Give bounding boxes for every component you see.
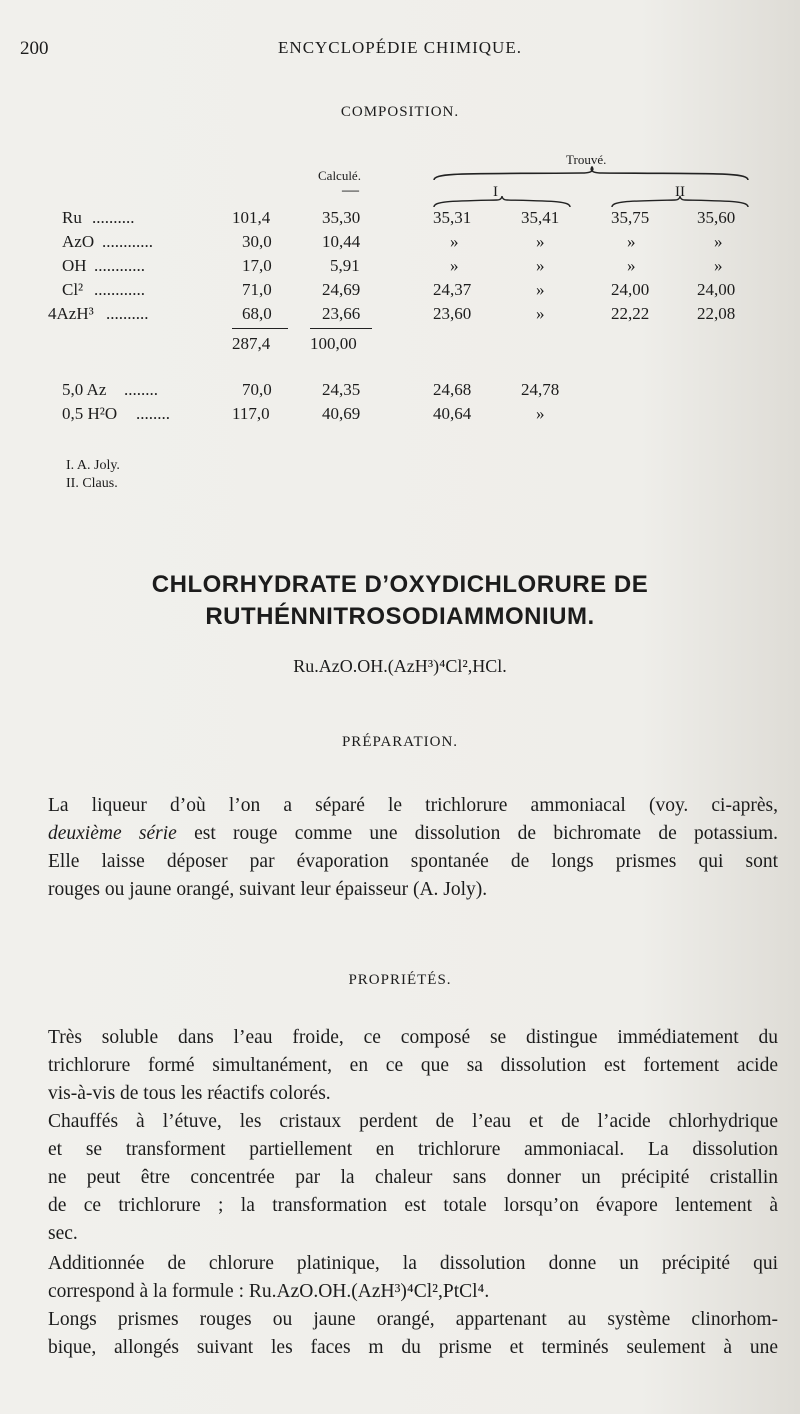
row-weight: 68,0 xyxy=(242,304,272,323)
composition-heading: COMPOSITION. xyxy=(340,104,460,120)
row-ii2: 22,08 xyxy=(697,304,736,323)
row-label: 4AzH³ xyxy=(48,304,94,323)
extra-row-i1: 40,64 xyxy=(433,404,472,423)
row-i1: » xyxy=(450,256,459,275)
extra-row-weight: 70,0 xyxy=(242,380,272,399)
compound-title-line2: RUTHÉNNITROSODIAMMONIUM. xyxy=(205,603,595,630)
properties-paragraph-4 xyxy=(48,1306,778,1362)
col-i-header: I xyxy=(493,184,498,200)
row-ii1: 24,00 xyxy=(611,280,650,299)
col-ii-header: II xyxy=(675,184,685,200)
row-weight: 17,0 xyxy=(242,256,272,275)
row-ii1: 35,75 xyxy=(611,208,650,227)
text-line: rouges ou jaune orangé, suivant leur épaisseur (A. Joly). xyxy=(48,879,488,900)
properties-heading: PROPRIÉTÉS. xyxy=(348,972,452,988)
extra-row-calc: 40,69 xyxy=(322,404,361,423)
text-line: Additionnée de chlorure platinique, la dissolution donne un précipité qui xyxy=(48,1253,778,1274)
italic-ref: deuxième série xyxy=(48,823,177,844)
text-line: correspond à la formule : Ru.AzO.OH.(AzH³)⁴Cl²,PtCl⁴. xyxy=(48,1281,490,1302)
col-trouve-header: Trouvé. xyxy=(566,152,607,167)
total-calc: 100,00 xyxy=(310,334,357,353)
properties-paragraph-1 xyxy=(48,1024,778,1108)
text-line-italic-start xyxy=(48,820,778,848)
properties-paragraph-2 xyxy=(48,1108,778,1248)
row-label: AzO xyxy=(62,232,95,251)
row-label: Ru xyxy=(62,208,82,227)
properties-paragraph-3 xyxy=(48,1250,778,1306)
row-i1: » xyxy=(450,232,459,251)
row-weight: 71,0 xyxy=(242,280,272,299)
extra-row-calc: 24,35 xyxy=(322,380,361,399)
page-number: 200 xyxy=(20,38,49,59)
text-line: bique, allongés suivant les faces m du prisme et terminés seulement à une xyxy=(48,1337,778,1358)
row-i1: 35,31 xyxy=(433,208,472,227)
row-calc: 5,91 xyxy=(330,256,360,275)
row-dots: ............ xyxy=(102,232,153,251)
row-i1: 23,60 xyxy=(433,304,472,323)
extra-row-i1: 24,68 xyxy=(433,380,472,399)
row-calc: 24,69 xyxy=(322,280,361,299)
row-i1: 24,37 xyxy=(433,280,472,299)
row-ii1: » xyxy=(627,256,636,275)
text-line: Chauffés à l’étuve, les cristaux perdent de l’eau et de l’acide chlorhydrique xyxy=(48,1111,778,1132)
text-line: Elle laisse déposer par évaporation spontanée de longs prismes qui sont xyxy=(48,851,778,872)
author-note: I. A. Joly. xyxy=(66,458,120,473)
text-line: Très soluble dans l’eau froide, ce composé se distingue immédiatement du xyxy=(48,1027,778,1048)
text-rest: est rouge comme une dissolution de bichromate de potassium. xyxy=(176,823,778,844)
row-i2: 35,41 xyxy=(521,208,560,227)
text-line: ne peut être concentrée par la chaleur sans donner un précipité cristallin xyxy=(48,1167,778,1188)
text-line: Longs prismes rouges ou jaune orangé, appartenant au système clinorhom- xyxy=(48,1309,778,1330)
preparation-paragraph xyxy=(48,792,778,904)
total-rule-calc xyxy=(310,328,372,329)
row-ii2: » xyxy=(714,256,723,275)
row-calc: 10,44 xyxy=(322,232,361,251)
text-line: sec. xyxy=(48,1223,78,1244)
col-calcule-dash: — xyxy=(342,180,359,199)
running-title: ENCYCLOPÉDIE CHIMIQUE. xyxy=(278,38,522,57)
row-label: Cl² xyxy=(62,280,84,299)
text-line: et se transforment partiellement en trichlorure ammoniacal. La dissolution xyxy=(48,1139,778,1160)
extra-row-dots: ........ xyxy=(124,380,158,399)
text-line: La liqueur d’où l’on a séparé le trichlorure ammoniacal (voy. ci-après, xyxy=(48,795,778,816)
text-line: vis-à-vis de tous les réactifs colorés. xyxy=(48,1083,331,1104)
col-i-brace xyxy=(432,196,572,208)
row-weight: 101,4 xyxy=(232,208,271,227)
row-dots: ............ xyxy=(94,280,145,299)
row-dots: .......... xyxy=(106,304,149,323)
extra-row-i2: 24,78 xyxy=(521,380,560,399)
preparation-heading: PRÉPARATION. xyxy=(341,734,459,750)
row-ii2: 35,60 xyxy=(697,208,736,227)
author-note: II. Claus. xyxy=(66,476,118,491)
row-ii1: 22,22 xyxy=(611,304,650,323)
row-weight: 30,0 xyxy=(242,232,272,251)
col-ii-brace xyxy=(610,196,750,208)
row-ii1: » xyxy=(627,232,636,251)
col-calcule-header: Calculé. xyxy=(318,168,361,183)
row-calc: 35,30 xyxy=(322,208,361,227)
row-i2: » xyxy=(536,280,545,299)
extra-row-label: 5,0 Az xyxy=(62,380,107,399)
compound-formula: Ru.AzO.OH.(AzH³)⁴Cl²,HCl. xyxy=(293,656,507,676)
row-calc: 23,66 xyxy=(322,304,361,323)
row-ii2: 24,00 xyxy=(697,280,736,299)
extra-row-i2: » xyxy=(536,404,545,423)
total-rule-weight xyxy=(232,328,288,329)
text-line: trichlorure formé simultanément, en ce que sa dissolution est fortement acide xyxy=(48,1055,778,1076)
row-i2: » xyxy=(536,304,545,323)
extra-row-dots: ........ xyxy=(136,404,170,423)
row-dots: .......... xyxy=(92,208,135,227)
extra-row-weight: 117,0 xyxy=(232,404,270,423)
row-ii2: » xyxy=(714,232,723,251)
trouve-brace xyxy=(432,166,750,182)
row-i2: » xyxy=(536,256,545,275)
row-i2: » xyxy=(536,232,545,251)
extra-row-label: 0,5 H²O xyxy=(62,404,118,423)
row-dots: ............ xyxy=(94,256,145,275)
compound-title-line1: CHLORHYDRATE D’OXYDICHLORURE DE xyxy=(151,571,649,598)
text-line: de ce trichlorure ; la transformation est totale lorsqu’on évapore lentement à xyxy=(48,1195,778,1216)
total-weight: 287,4 xyxy=(232,334,271,353)
row-label: OH xyxy=(62,256,87,275)
